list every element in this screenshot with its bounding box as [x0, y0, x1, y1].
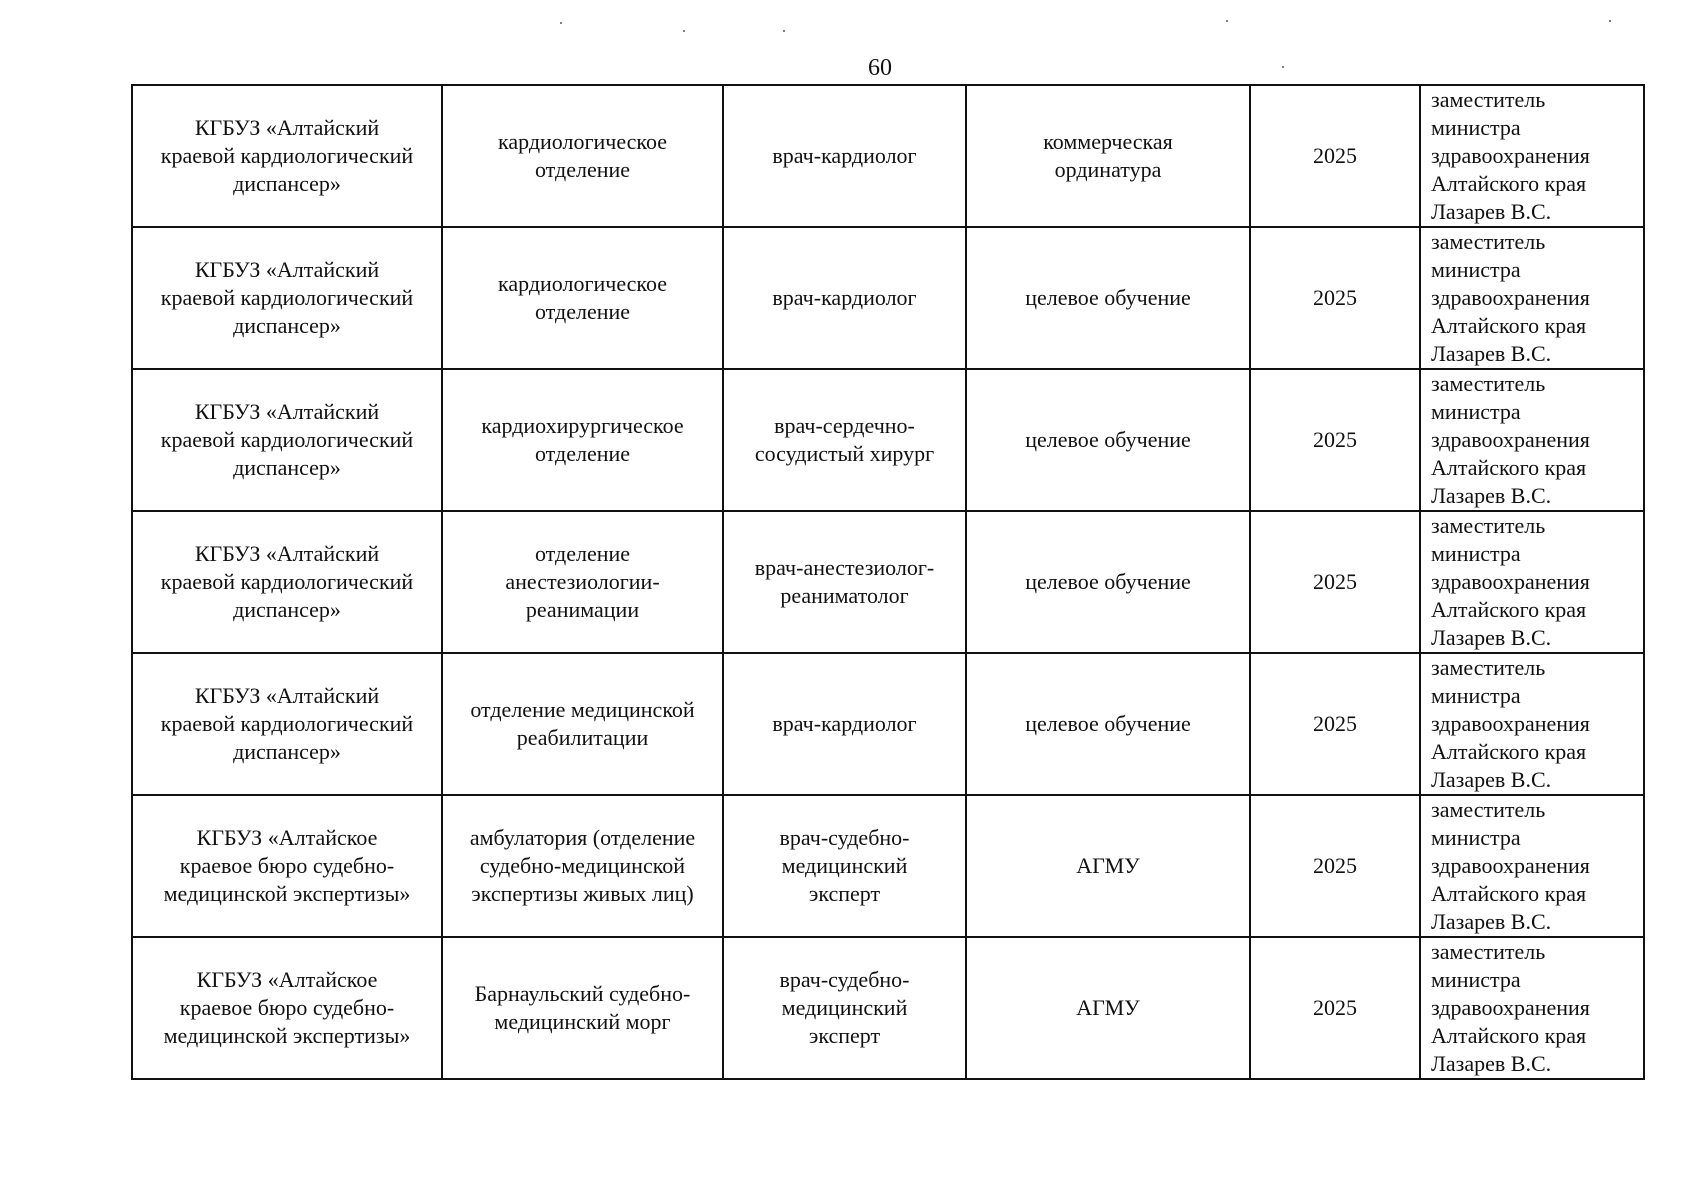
table-row	[132, 369, 1644, 511]
training-type-cell: АГМУ	[966, 795, 1250, 937]
department-cell: кардиохирургическое отделение	[442, 369, 723, 511]
approver-cell: заместитель министра здравоохранения Алтайского края Лазарев В.С.	[1420, 795, 1644, 937]
year-cell: 2025	[1250, 653, 1420, 795]
scan-speck	[783, 30, 785, 32]
approver-cell: заместитель министра здравоохранения Алтайского края Лазарев В.С.	[1420, 653, 1644, 795]
table-row	[132, 795, 1644, 937]
training-type-cell: коммерческая ординатура	[966, 85, 1250, 227]
department-cell: кардиологическое отделение	[442, 227, 723, 369]
scan-speck	[1226, 20, 1228, 22]
approver-cell: заместитель министра здравоохранения Алтайского края Лазарев В.С.	[1420, 369, 1644, 511]
scan-speck	[560, 22, 562, 24]
staffing-table	[131, 84, 1645, 1080]
scan-speck	[683, 30, 685, 32]
table-row	[132, 511, 1644, 653]
specialty-cell: врач-судебно- медицинский эксперт	[723, 937, 966, 1079]
department-cell: кардиологическое отделение	[442, 85, 723, 227]
table-row	[132, 227, 1644, 369]
organization-cell: КГБУЗ «Алтайский краевой кардиологический диспансер»	[132, 653, 442, 795]
specialty-cell: врач-кардиолог	[723, 227, 966, 369]
organization-cell: КГБУЗ «Алтайский краевой кардиологический диспансер»	[132, 369, 442, 511]
approver-cell: заместитель министра здравоохранения Алтайского края Лазарев В.С.	[1420, 937, 1644, 1079]
organization-cell: КГБУЗ «Алтайское краевое бюро судебно- медицинской экспертизы»	[132, 937, 442, 1079]
department-cell: Барнаульский судебно- медицинский морг	[442, 937, 723, 1079]
scan-speck	[1282, 66, 1284, 68]
organization-cell: КГБУЗ «Алтайский краевой кардиологический диспансер»	[132, 511, 442, 653]
department-cell: отделение медицинской реабилитации	[442, 653, 723, 795]
year-cell: 2025	[1250, 227, 1420, 369]
department-cell: отделение анестезиологии- реанимации	[442, 511, 723, 653]
training-type-cell: АГМУ	[966, 937, 1250, 1079]
training-type-cell: целевое обучение	[966, 369, 1250, 511]
table-row	[132, 653, 1644, 795]
year-cell: 2025	[1250, 369, 1420, 511]
organization-cell: КГБУЗ «Алтайский краевой кардиологический диспансер»	[132, 227, 442, 369]
training-type-cell: целевое обучение	[966, 227, 1250, 369]
specialty-cell: врач-сердечно- сосудистый хирург	[723, 369, 966, 511]
year-cell: 2025	[1250, 795, 1420, 937]
approver-cell: заместитель министра здравоохранения Алтайского края Лазарев В.С.	[1420, 511, 1644, 653]
department-cell: амбулатория (отделение судебно-медицинской экспертизы живых лиц)	[442, 795, 723, 937]
training-type-cell: целевое обучение	[966, 511, 1250, 653]
specialty-cell: врач-кардиолог	[723, 653, 966, 795]
year-cell: 2025	[1250, 937, 1420, 1079]
specialty-cell: врач-кардиолог	[723, 85, 966, 227]
specialty-cell: врач-анестезиолог- реаниматолог	[723, 511, 966, 653]
approver-cell: заместитель министра здравоохранения Алтайского края Лазарев В.С.	[1420, 227, 1644, 369]
approver-cell: заместитель министра здравоохранения Алтайского края Лазарев В.С.	[1420, 85, 1644, 227]
year-cell: 2025	[1250, 85, 1420, 227]
organization-cell: КГБУЗ «Алтайский краевой кардиологический диспансер»	[132, 85, 442, 227]
organization-cell: КГБУЗ «Алтайское краевое бюро судебно- медицинской экспертизы»	[132, 795, 442, 937]
year-cell: 2025	[1250, 511, 1420, 653]
specialty-cell: врач-судебно- медицинский эксперт	[723, 795, 966, 937]
scan-speck	[1609, 20, 1611, 22]
training-type-cell: целевое обучение	[966, 653, 1250, 795]
table-row	[132, 937, 1644, 1079]
table-row	[132, 85, 1644, 227]
page-number: 60	[868, 55, 892, 81]
